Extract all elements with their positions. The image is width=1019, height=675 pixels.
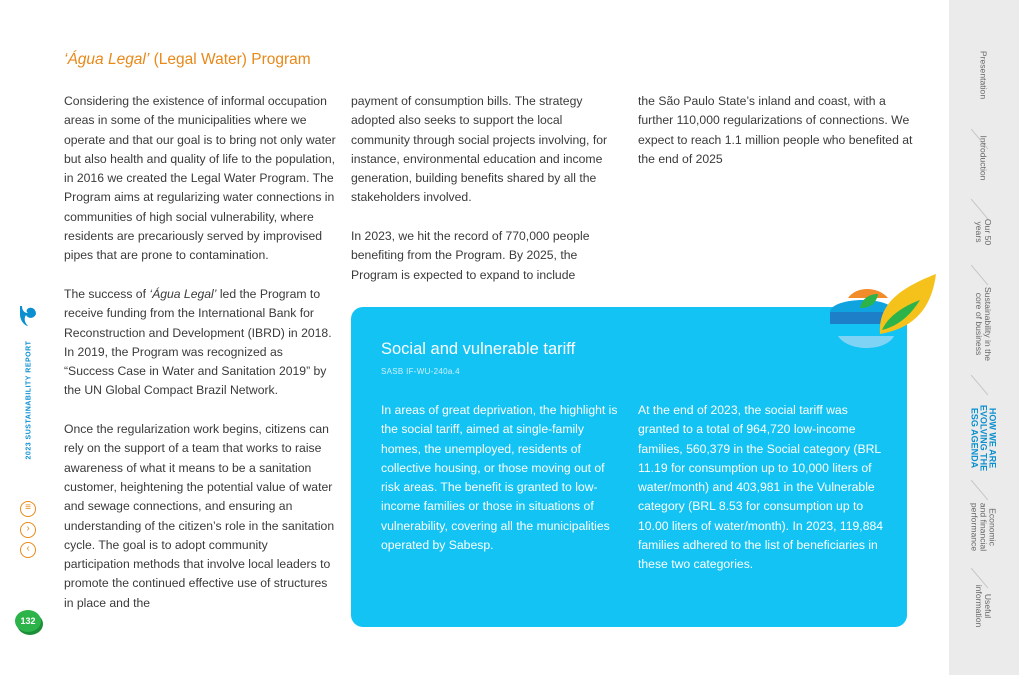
nav-label: HOW WE ARE: [987, 407, 998, 469]
report-label: 2023 SUSTAINABILITY REPORT: [25, 340, 33, 460]
highlight-box: [351, 307, 907, 627]
nav-our-50-years[interactable]: [974, 219, 992, 245]
divider: [971, 265, 988, 286]
paragraph: [64, 285, 336, 401]
paragraph: payment of consumption bills. The strategy adopted also seeks to support the local community through social projects involving, for instance, environmental education and income generation, building benefits shared by all the stakeholders involved.: [351, 94, 608, 205]
paragraph: Considering the existence of informal occupation areas in some of the municipalities where we operate and that our goal is to bring not only water but also health and quality of life to the population, in 2016 we created the Legal Water Program. The Program aims at regularizing water connections in communities of high social vulnerability, where residents are precariously served by improvised pipes that are prone to contamination.: [64, 94, 336, 263]
menu-button[interactable]: [20, 501, 36, 517]
nav-label: Presentation: [978, 50, 989, 100]
section-title-rest: (Legal Water) Program: [149, 51, 311, 68]
nav-sustainability[interactable]: [974, 287, 992, 361]
section-sidebar: [949, 0, 1019, 675]
nav-label: EVOLVING THE: [978, 404, 989, 472]
nav-introduction[interactable]: [979, 136, 988, 181]
nav-esg-agenda[interactable]: [970, 405, 997, 471]
chevron-right-icon: ›: [26, 523, 30, 534]
section-title: [64, 51, 311, 69]
box-text-1: In areas of great deprivation, the highlight is the social tariff, aimed at single-family homes, the unemployed, residents of collective housing, or those moving out of risk areas. The benefit is granted to low-income families or those in situations of vulnerability, covering all the municipalities operated by Sabesp.: [381, 403, 618, 553]
divider: [971, 480, 988, 501]
nav-useful-information[interactable]: [974, 585, 992, 628]
text-column-3: [638, 92, 916, 169]
chevron-left-icon: ‹: [26, 543, 30, 554]
sasb-code: SASB IF-WU-240a.4: [381, 367, 460, 376]
nav-label: Our 50: [983, 218, 993, 246]
sabesp-logo-icon: [18, 305, 38, 327]
divider: [971, 375, 988, 396]
nav-label: Economic: [987, 508, 998, 546]
previous-page-button[interactable]: [20, 542, 36, 558]
box-text-2: At the end of 2023, the social tariff was granted to a total of 964,720 low-income families, 560,379 in the Social category (BRL 11.19 for consumption up to 10,000 liters of water/month) and 403,981 in the Vulnerable category (BRL 8.53 for consumption up to 10.00 liters of water/month). In 2023, 119,884 families adhered to the list of beneficiaries in these two categories.: [638, 403, 884, 572]
paragraph: Once the regularization work begins, citizens can rely on the support of a team that works to raise awareness of what it means to be a sanitation customer, heightening the potential value of water and sewage connections, and ensuring an understanding of the citizen’s role in the sanitation cycle. The goal is to adopt community participation methods that involve local leaders to promote the continued effective use of structures in place and the: [64, 422, 335, 610]
menu-icon: ≡: [25, 502, 31, 513]
nav-label: Introduction: [978, 135, 989, 181]
box-title: Social and vulnerable tariff: [381, 340, 576, 358]
nav-label: performance: [969, 502, 980, 552]
paragraph: In 2023, we hit the record of 770,000 people benefiting from the Program. By 2025, the Program is expected to expand to include: [351, 229, 590, 282]
text-column-1: [64, 92, 336, 613]
paragraph-text: The success of: [64, 286, 150, 301]
text-column-2: [351, 92, 623, 285]
nav-label: and financial: [978, 502, 989, 552]
paragraph-text: led the Program to receive funding from the International Bank for Reconstruction and Development (IBRD) in 2018. In 2019, the Program was recognized as “Success Case in Water and Sanitation 2019” by the UN Global Compact Brazil Network.: [64, 286, 332, 398]
nav-label: Sustainability in the: [983, 286, 993, 362]
nav-label: ESG AGENDA: [969, 407, 980, 469]
paragraph-italic: ‘Água Legal’: [149, 286, 217, 301]
page-number: 132: [15, 610, 41, 632]
nav-economic-performance[interactable]: [970, 503, 997, 551]
paragraph: the São Paulo State’s inland and coast, with a further 110,000 regularizations of connections. We expect to reach 1.1 million people who benefited at the end of 2025: [638, 94, 913, 166]
divider: [971, 199, 988, 220]
water-leaf-icon: [826, 272, 938, 364]
next-page-button[interactable]: [20, 522, 36, 538]
section-title-italic: ‘Água Legal’: [64, 51, 150, 68]
nav-label: core of business: [974, 292, 984, 356]
nav-label: years: [974, 221, 984, 243]
nav-label: Useful: [983, 593, 993, 619]
nav-presentation[interactable]: [979, 51, 988, 99]
nav-label: information: [974, 584, 984, 628]
